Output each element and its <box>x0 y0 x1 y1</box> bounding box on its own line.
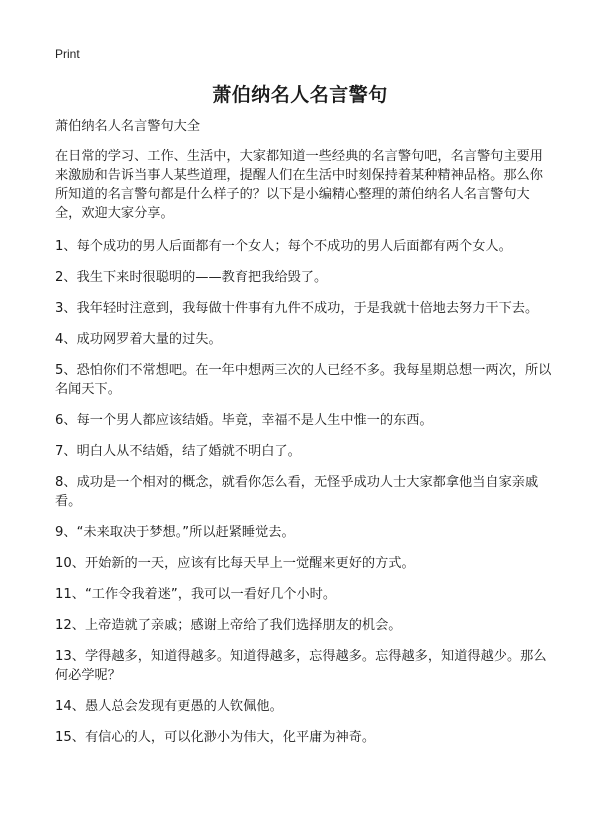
intro-paragraph: 在日常的学习、工作、生活中，大家都知道一些经典的名言警句吧，名言警句主要用来激励和告诉当事人某些道理，提醒人们在生活中时刻保持着某种精神品格。那么你所知道的名言警句都是什么样子的？以下是小编精心整理的萧伯纳名人名言警句大全，欢迎大家分享。 <box>55 149 543 221</box>
quote-item: 5、恐怕你们不常想吧。在一年中想两三次的人已经不多。我每星期总想一两次，所以名闻天下。 <box>55 363 552 397</box>
quote-item: 15、有信心的人，可以化渺小为伟大，化平庸为神奇。 <box>55 730 376 745</box>
quote-item: 14、愚人总会发现有更愚的人钦佩他。 <box>55 699 283 714</box>
quote-item: 6、每一个男人都应该结婚。毕竟，幸福不是人生中惟一的东西。 <box>55 413 433 428</box>
quote-item: 13、学得越多，知道得越多。知道得越多，忘得越多。忘得越多，知道得越少。那么何必学呢？ <box>55 649 547 683</box>
article-subtitle: 萧伯纳名人名言警句大全 <box>55 119 201 134</box>
quote-item: 11、“工作令我着迷”，我可以一看好几个小时。 <box>55 587 337 602</box>
quote-item: 10、开始新的一天，应该有比每天早上一觉醒来更好的方式。 <box>55 556 415 571</box>
page-title: 萧伯纳名人名言警句 <box>212 84 388 106</box>
quote-item: 4、成功网罗着大量的过失。 <box>55 332 222 347</box>
quote-item: 3、我年轻时注意到，我每做十件事有九件不成功，于是我就十倍地去努力干下去。 <box>55 301 539 316</box>
print-link[interactable]: Print <box>55 47 80 61</box>
quote-item: 12、上帝造就了亲戚；感谢上帝给了我们选择朋友的机会。 <box>55 618 402 633</box>
quote-item: 7、明白人从不结婚，结了婚就不明白了。 <box>55 444 301 459</box>
quote-item: 2、我生下来时很聪明的——教育把我给毁了。 <box>55 270 328 285</box>
quote-item: 8、成功是一个相对的概念，就看你怎么看，无怪乎成功人士大家都拿他当自家亲戚看。 <box>55 475 539 509</box>
quote-item: 1、每个成功的男人后面都有一个女人；每个不成功的男人后面都有两个女人。 <box>55 239 512 254</box>
quote-item: 9、“未来取决于梦想。”所以赶紧睡觉去。 <box>55 525 295 540</box>
article-body <box>55 117 555 759</box>
